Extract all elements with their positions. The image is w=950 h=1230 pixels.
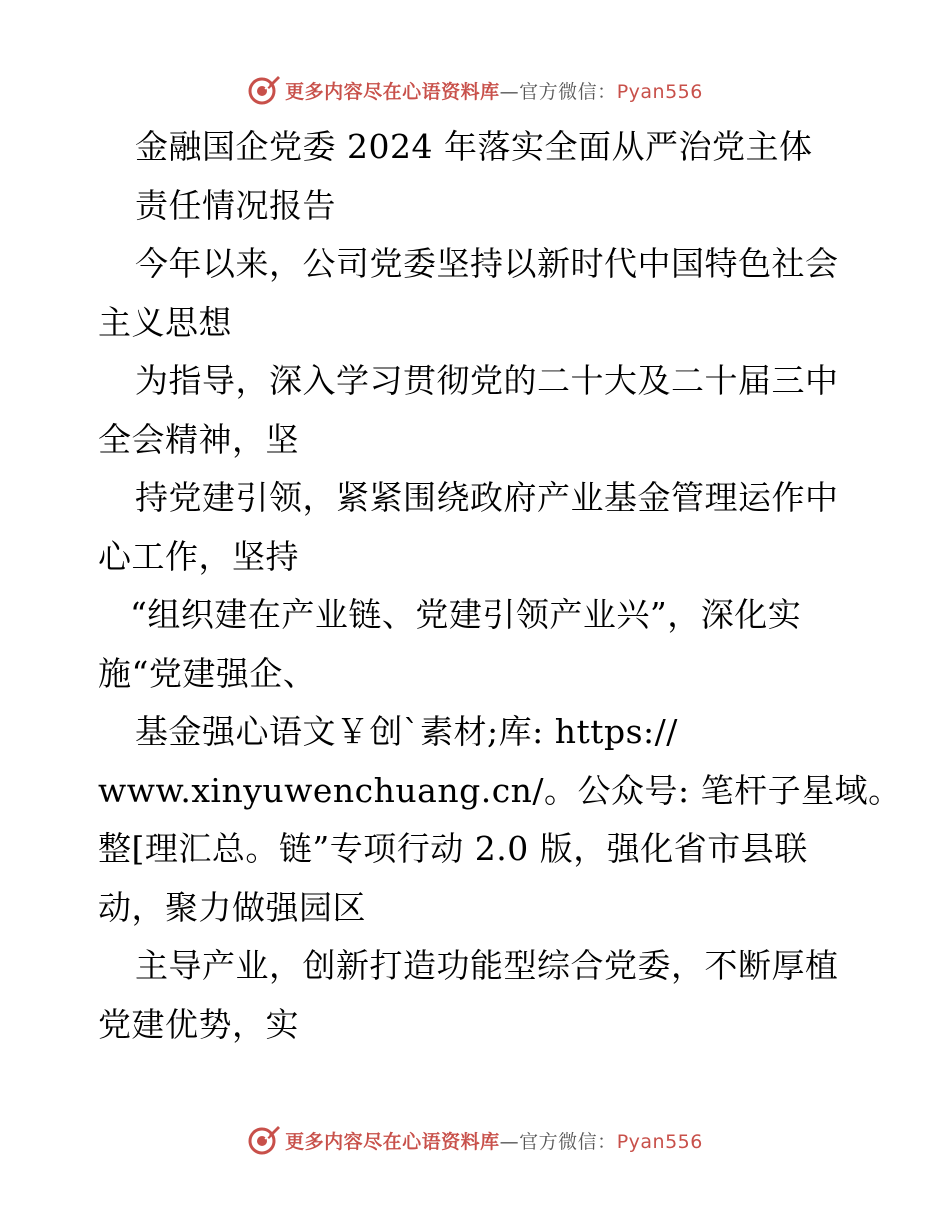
footer-banner-text bbox=[285, 1127, 703, 1154]
document-body bbox=[98, 118, 902, 1054]
brand-logo-icon bbox=[247, 73, 281, 107]
paragraph-line: 整[理汇总。链”专项行动 2.0 版，强化省市县联 bbox=[98, 829, 808, 868]
header-banner bbox=[0, 70, 950, 110]
paragraph-line: 施“党建强企、 bbox=[98, 653, 317, 693]
paragraph-line: 主导产业，创新打造功能型综合党委，不断厚植 bbox=[135, 946, 839, 985]
paragraph-line: 今年以来，公司党委坚持以新时代中国特色社会 bbox=[135, 244, 839, 283]
title-line-2: 责任情况报告 bbox=[135, 185, 336, 225]
header-separator: — bbox=[499, 80, 520, 103]
paragraph-line: 基金强心语文￥创`素材;库: https:// bbox=[135, 712, 678, 751]
footer-banner bbox=[0, 1120, 950, 1160]
paragraph-line: 主义思想 bbox=[98, 302, 232, 342]
title-line-1: 金融国企党委 2024 年落实全面从严治党主体 bbox=[135, 127, 813, 166]
footer-brand: 更多内容尽在心语资料库 bbox=[285, 1130, 500, 1153]
header-wechat-id: Pyan556 bbox=[616, 80, 703, 103]
header-wechat-label: 官方微信： bbox=[519, 80, 617, 103]
paragraph-line: 为指导，深入学习贯彻党的二十大及二十届三中 bbox=[135, 361, 839, 400]
paragraph-line: 党建优势，实 bbox=[98, 1004, 299, 1044]
paragraph-line: 全会精神，坚 bbox=[98, 419, 299, 459]
header-brand: 更多内容尽在心语资料库 bbox=[285, 80, 500, 103]
footer-separator: — bbox=[499, 1130, 520, 1153]
paragraph-line: 动，聚力做强园区 bbox=[98, 887, 366, 927]
paragraph-line: 心工作，坚持 bbox=[98, 536, 299, 576]
paragraph-line: www.xinyuwenchuang.cn/。公众号: 笔杆子星域。 bbox=[98, 770, 902, 810]
brand-logo-icon bbox=[247, 1123, 281, 1157]
footer-wechat-id: Pyan556 bbox=[616, 1130, 703, 1153]
footer-wechat-label: 官方微信： bbox=[519, 1130, 617, 1153]
header-banner-text bbox=[285, 77, 703, 104]
paragraph-line: “组织建在产业链、党建引领产业兴”，深化实 bbox=[130, 595, 802, 634]
paragraph-line: 持党建引领，紧紧围绕政府产业基金管理运作中 bbox=[135, 478, 839, 517]
